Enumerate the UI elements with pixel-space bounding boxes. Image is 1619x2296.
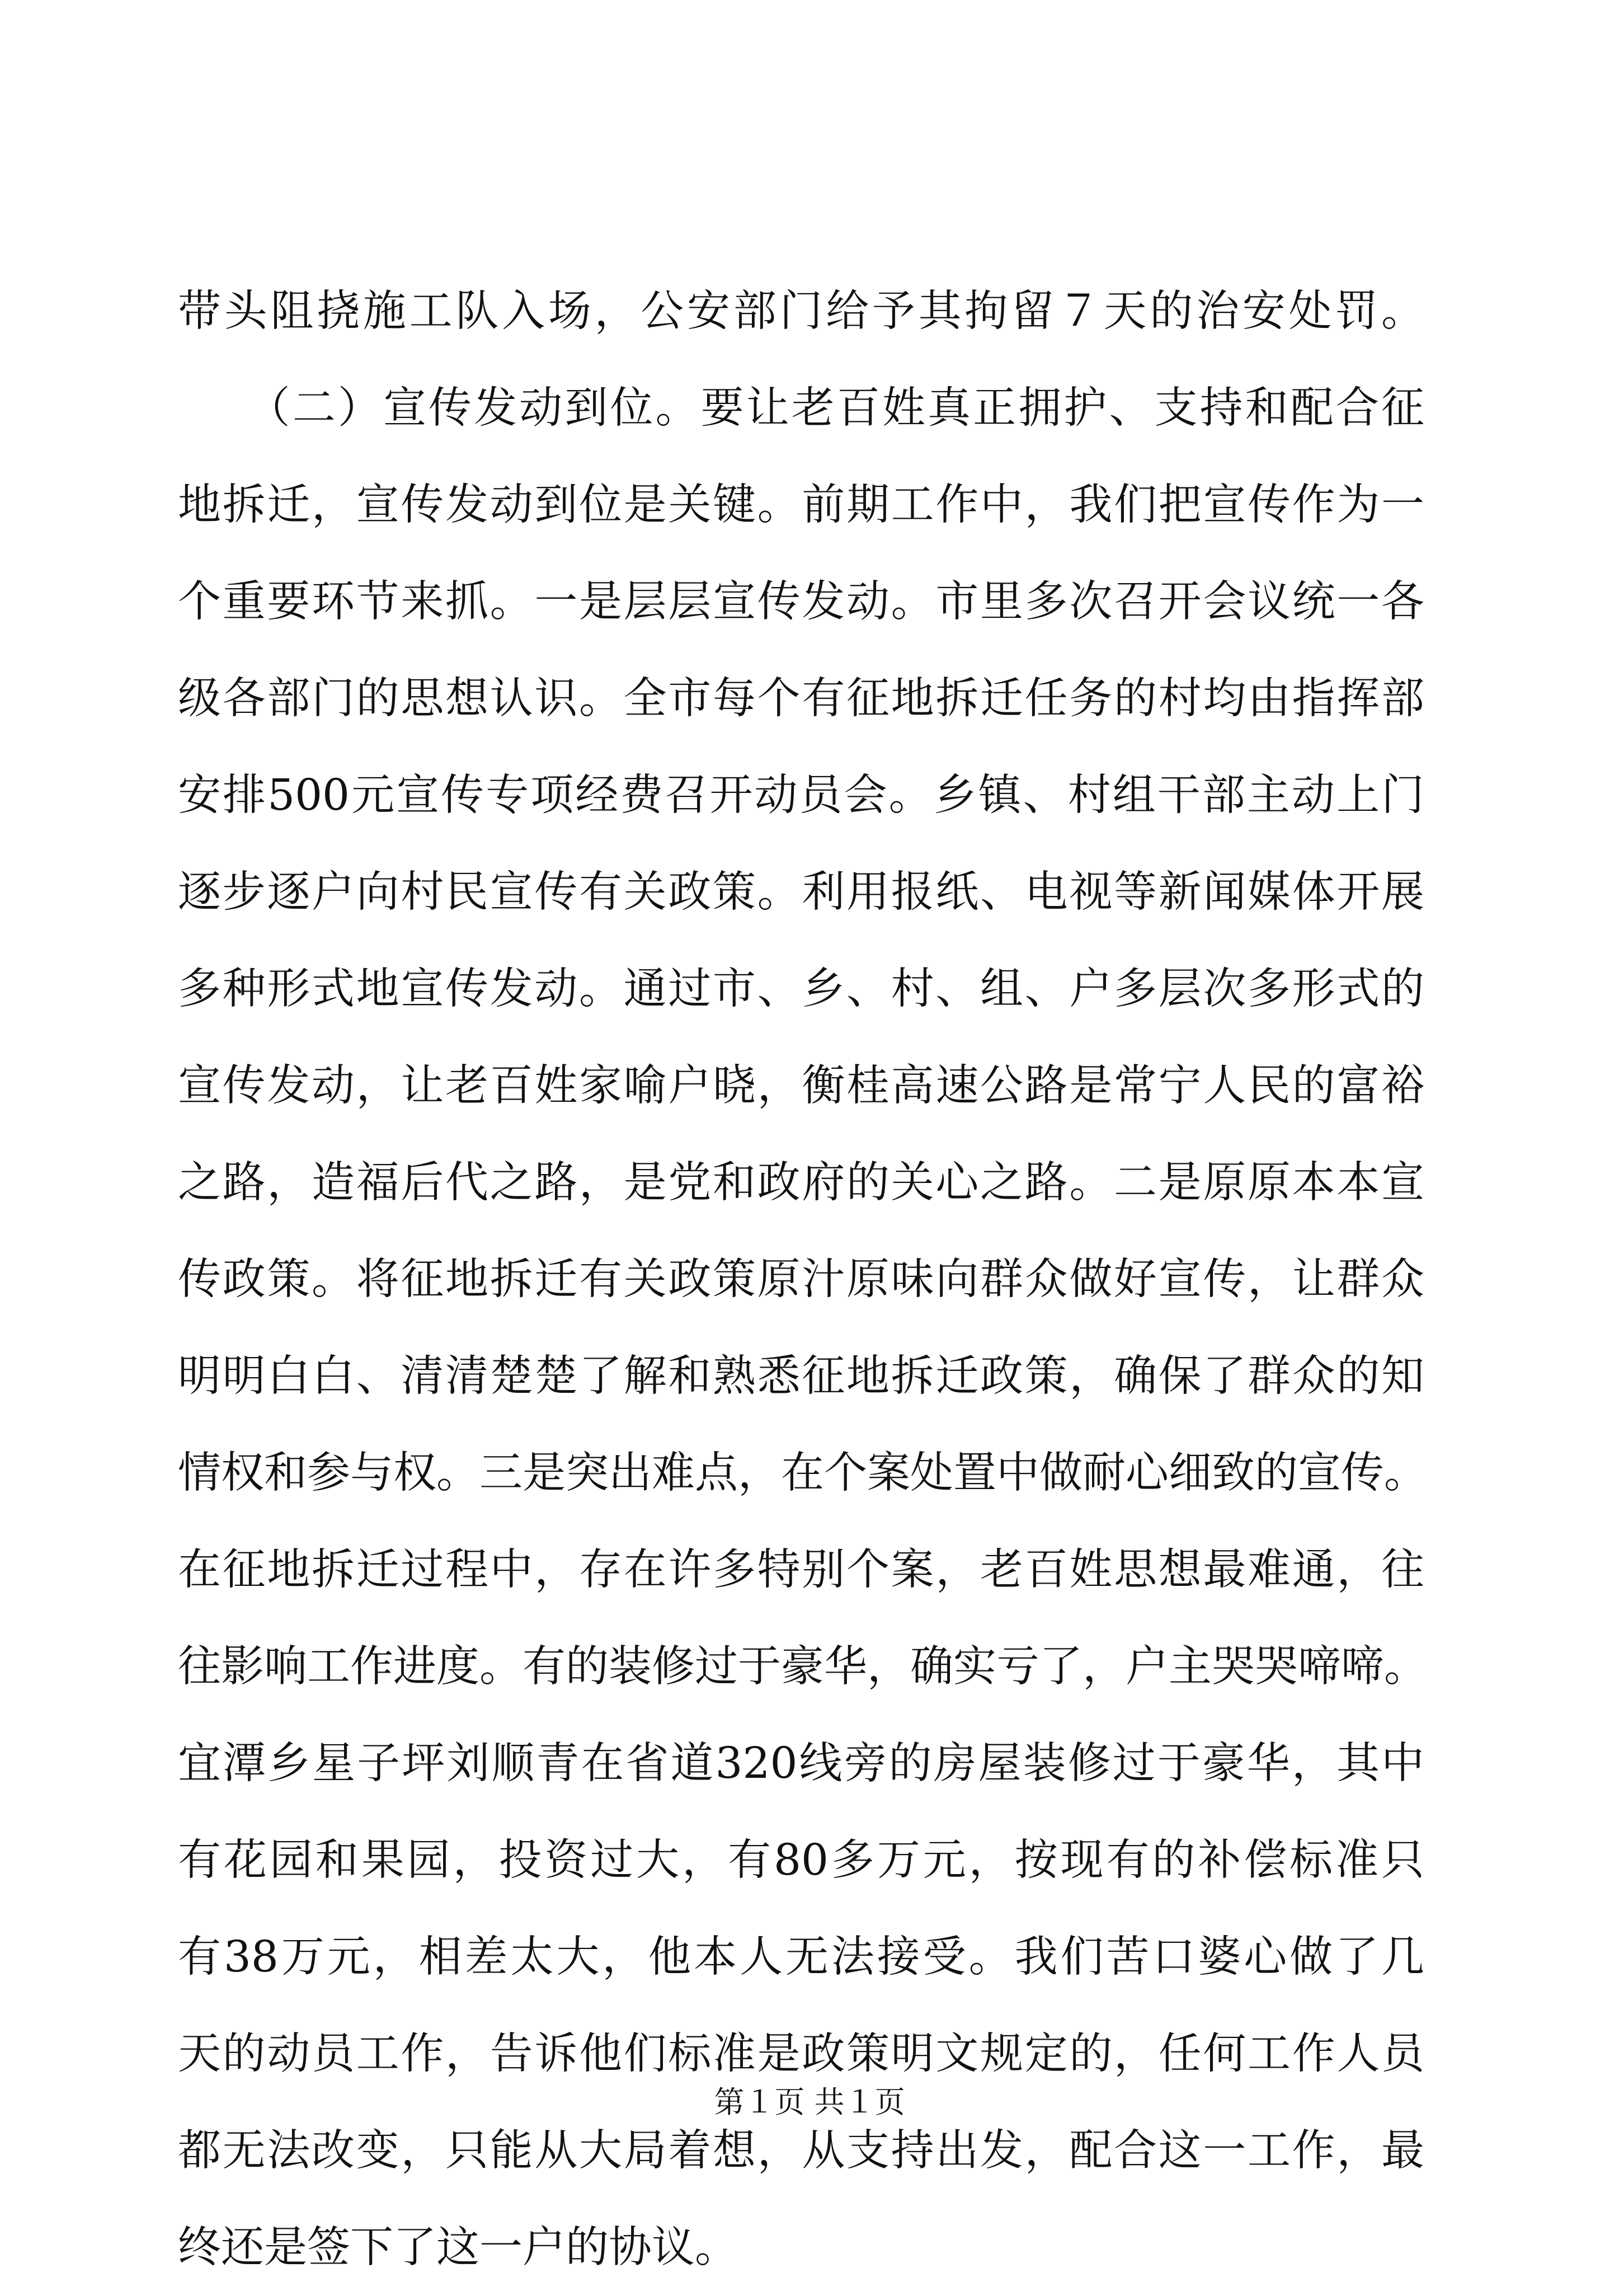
document-body: [178, 263, 1427, 2296]
text-line: 多种形式地宣传发动。通过市、乡、村、组、户多层次多形式的: [178, 964, 1424, 1014]
text-line: 之路，造福后代之路，是党和政府的关心之路。二是原原本本宣: [178, 1158, 1424, 1208]
text-line: 逐步逐户向村民宣传有关政策。利用报纸、电视等新闻媒体开展: [178, 867, 1424, 917]
text-line: 天的动员工作，告诉他们标准是政策明文规定的，任何工作人员: [178, 2029, 1424, 2079]
text-line: 个重要环节来抓。一是层层宣传发动。市里多次召开会议统一各: [178, 577, 1424, 627]
text-line: 有花园和果园，投资过大，有80多万元，按现有的补偿标准只: [178, 1835, 1424, 1885]
text-line: 带头阻挠施工队入场，公安部门给予其拘留７天的治安处罚。: [178, 287, 1424, 336]
text-line: 情权和参与权。三是突出难点，在个案处置中做耐心细致的宣传。: [178, 1448, 1427, 1498]
text-line: 宣传发动，让老百姓家喻户晓，衡桂高速公路是常宁人民的富裕: [178, 1061, 1424, 1111]
text-line: 明明白白、清清楚楚了解和熟悉征地拆迁政策，确保了群众的知: [178, 1351, 1424, 1401]
text-line: 往影响工作进度。有的装修过于豪华，确实亏了，户主哭哭啼啼。: [178, 1642, 1427, 1692]
text-line: 在征地拆迁过程中，存在许多特别个案，老百姓思想最难通，往: [178, 1545, 1424, 1595]
text-line: 级各部门的思想认识。全市每个有征地拆迁任务的村均由指挥部: [178, 674, 1424, 724]
text-line: 都无法改变，只能从大局着想，从支持出发，配合这一工作，最: [178, 2126, 1424, 2176]
text-line: 宜潭乡星子坪刘顺青在省道320线旁的房屋装修过于豪华，其中: [178, 1739, 1424, 1788]
text-line: 传政策。将征地拆迁有关政策原汁原味向群众做好宣传，让群众: [178, 1255, 1424, 1304]
text-line: 地拆迁，宣传发动到位是关键。前期工作中，我们把宣传作为一: [178, 480, 1424, 530]
text-line: 终还是签下了这一户的协议。: [178, 2223, 738, 2272]
page-footer: [0, 2083, 1619, 2122]
text-line: 有38万元，相差太大，他本人无法接受。我们苦口婆心做了几: [178, 1932, 1424, 1982]
text-line: （二）宣传发动到位。要让老百姓真正拥护、支持和配合征: [178, 383, 1424, 433]
text-line: 安排500元宣传专项经费召开动员会。乡镇、村组干部主动上门: [178, 771, 1424, 820]
page-number-label: 第１页 共１页: [714, 2084, 905, 2120]
